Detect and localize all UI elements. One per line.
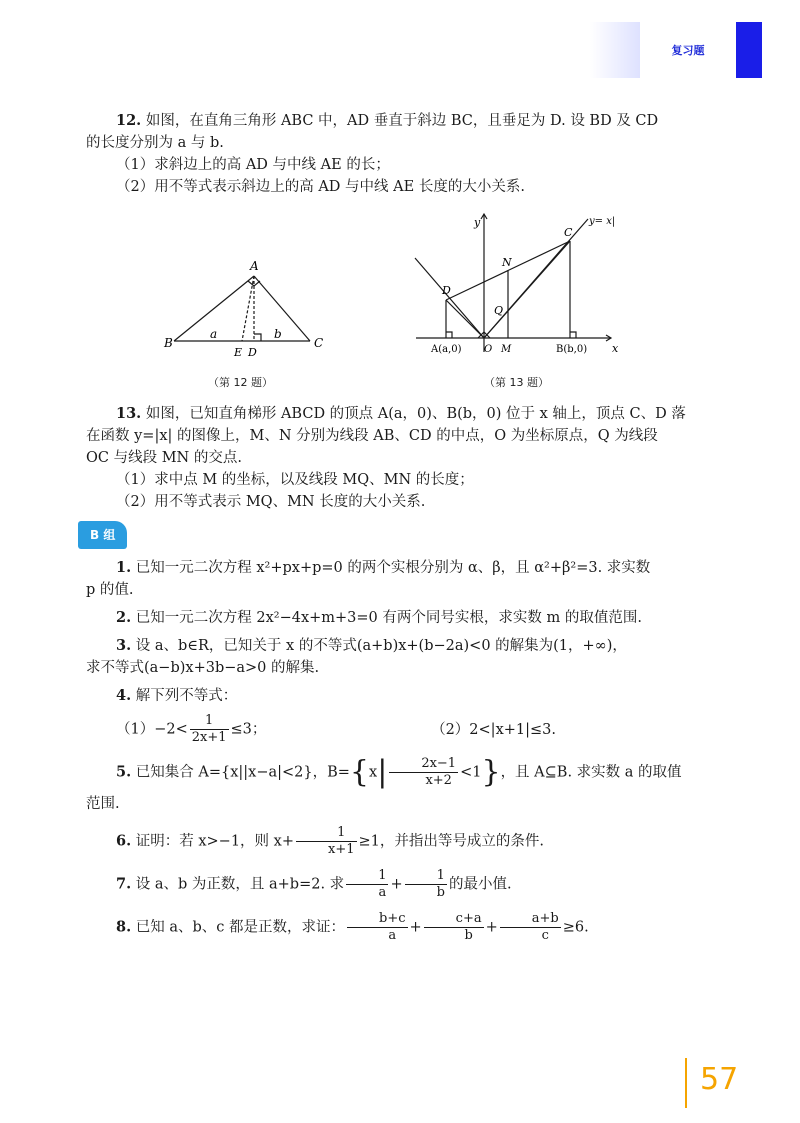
- q13-sub1: （1）求中点 M 的坐标，以及线段 MQ、MN 的长度；: [116, 472, 474, 488]
- q13-line3: OC 与线段 MN 的交点.: [86, 450, 242, 466]
- fig12-label-C: C: [314, 336, 324, 350]
- group-b-heading: [86, 521, 706, 549]
- group-b-badge: B 组: [78, 521, 127, 549]
- figures-row: [86, 198, 706, 403]
- q13-line2: 在函数 y=|x| 的图像上，M、N 分别为线段 AB、CD 的中点，O 为坐标原点，Q 为线段: [86, 428, 658, 444]
- section-title: 复习题: [671, 44, 705, 57]
- page-number-divider: [685, 1058, 687, 1108]
- q13-sub2: （2）用不等式表示 MQ、MN 长度的大小关系.: [116, 494, 426, 510]
- b4-parts: [86, 713, 706, 746]
- fig12-label-D: D: [248, 346, 257, 359]
- b1-line1: 1. 已知一元二次方程 x²+px+p=0 的两个实根分别为 α、β，且 α²+β²=3. 求实数: [116, 559, 651, 576]
- header-accent-bar: [736, 22, 762, 78]
- q13-line1: 13. 如图，已知直角梯形 ABCD 的顶点 A(a，0)、B(b，0) 位于 x 轴上，顶点 C、D 落: [116, 405, 686, 422]
- q12-sub1: （1）求斜边上的高 AD 与中线 AE 的长；: [116, 157, 390, 173]
- b4-part1: （1）−2< $\frac{1}{2x+1}$ ≤3；: [116, 713, 267, 745]
- fig12-label-b: b: [274, 327, 282, 341]
- b7-line: 7. 设 a、b 为正数，且 a+b=2. 求 $\frac{1}{a}$ + $\frac{1}{b}$ 的最小值.: [116, 868, 512, 900]
- b5-fraction: $\frac{2x-1}{x+2}$: [389, 756, 458, 789]
- fig13-label-A: A(a,0): [431, 344, 462, 355]
- b6-line: 6. 证明：若 x>−1，则 x+ $\frac{1}{x+1}$ ≥1，并指出等号成立的条件.: [116, 825, 544, 857]
- q12-line2: 的长度分别为 a 与 b.: [86, 135, 224, 151]
- fig12-label-E: E: [234, 346, 243, 359]
- fig13-caption: （第 13 题）: [484, 376, 549, 389]
- fig13-label-D: D: [442, 284, 451, 297]
- fig13-label-y: y: [474, 216, 481, 229]
- header-section-box: [640, 22, 736, 78]
- b5-line1: 5. 已知集合 A={x||x−a|<2}，B={x| $\frac{2x-1}{x+2}$ <1}，且 A⊆B. 求实数 a 的取值: [116, 754, 682, 790]
- fig12-label-A: A: [250, 259, 259, 273]
- b1-line2: p 的值.: [86, 582, 134, 598]
- b4-part2: （2）2<|x+1|≤3.: [431, 721, 556, 738]
- fig12-caption: （第 12 题）: [208, 376, 273, 389]
- page-number: 57: [700, 1062, 739, 1097]
- b4-line: 4. 解下列不等式：: [116, 687, 238, 704]
- fig13-label-O: O: [484, 344, 493, 355]
- b6-fraction: $\frac{1}{x+1}$: [296, 825, 357, 858]
- q12-sub2: （2）用不等式表示斜边上的高 AD 与中线 AE 长度的大小关系.: [116, 179, 525, 195]
- b4-fraction: $\frac{1}{2x+1}$: [191, 713, 227, 745]
- fig13-label-C: C: [564, 226, 573, 239]
- b2-line: 2. 已知一元二次方程 2x²−4x+m+3=0 有两个同号实根，求实数 m 的取值范围.: [116, 609, 642, 626]
- b3-line2: 求不等式(a−b)x+3b−a>0 的解集.: [86, 660, 320, 676]
- fig13-label-Q: Q: [494, 304, 504, 317]
- b8-line: 8. 已知 a、b、c 都是正数，求证： $\frac{b+c}{a}$ + $\frac{c+a}{b}$ + $\frac{a+b}{c}$ ≥6.: [116, 911, 589, 943]
- b5-line2: 范围.: [86, 796, 120, 812]
- fig13-label-x: x: [612, 342, 619, 355]
- q12-line1: 12. 如图，在直角三角形 ABC 中，AD 垂直于斜边 BC，且垂足为 D. 设 BD 及 CD: [116, 112, 659, 129]
- fig13-coordinate-graph: [415, 214, 611, 352]
- page-content: [86, 110, 706, 944]
- fig13-label-func: y= x|: [589, 216, 616, 227]
- b3-line1: 3. 设 a、b∈R，已知关于 x 的不等式(a+b)x+(b−2a)<0 的解集为(1，+∞)，: [116, 637, 627, 654]
- fig13-label-B: B(b,0): [556, 344, 588, 355]
- fig13-label-M: M: [501, 344, 512, 355]
- fig12-triangle: [86, 204, 706, 389]
- fig12-label-B: B: [164, 336, 173, 350]
- fig12-label-a: a: [210, 327, 218, 341]
- fig13-label-N: N: [502, 256, 512, 269]
